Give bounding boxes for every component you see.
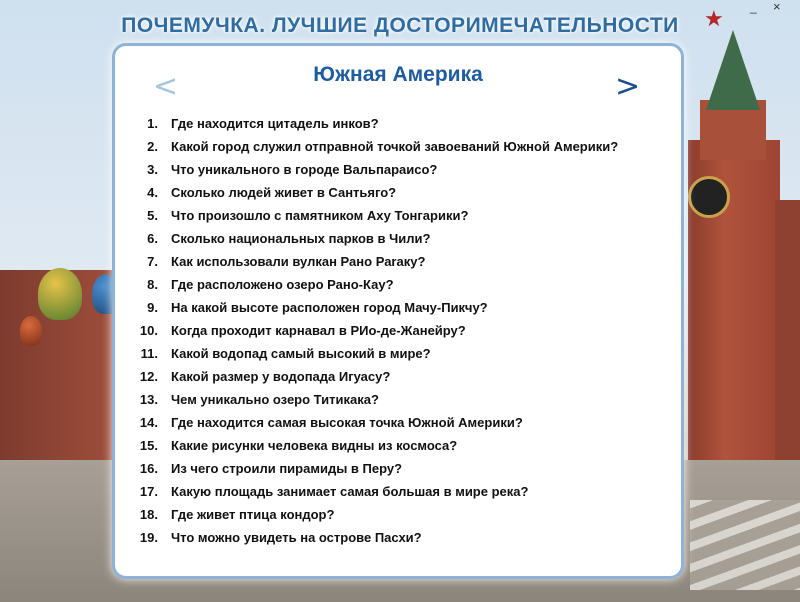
question-text: Когда проходит карнавал в РИо-де-Жанейру? xyxy=(171,323,466,338)
question-number: 12. xyxy=(139,369,158,384)
question-item[interactable] xyxy=(115,342,681,365)
question-item[interactable] xyxy=(115,388,681,411)
question-number: 13. xyxy=(139,392,158,407)
question-text: Что можно увидеть на острове Пасхи? xyxy=(171,530,422,545)
question-number: 2. xyxy=(147,139,158,154)
question-item[interactable] xyxy=(115,273,681,296)
question-number: 11. xyxy=(140,346,158,361)
question-text: Из чего строили пирамиды в Перу? xyxy=(171,461,403,476)
question-number: 1. xyxy=(147,116,158,131)
dome-red xyxy=(20,316,42,346)
minimize-button[interactable]: _ xyxy=(750,0,757,14)
question-text: Какие рисунки человека видны из космоса? xyxy=(171,438,458,453)
question-item[interactable] xyxy=(115,181,681,204)
question-text: Где расположено озеро Рано-Кау? xyxy=(171,277,394,292)
question-item[interactable] xyxy=(115,158,681,181)
question-item[interactable] xyxy=(115,250,681,273)
question-item[interactable] xyxy=(115,365,681,388)
question-item[interactable] xyxy=(115,227,681,250)
question-number: 3. xyxy=(147,162,158,177)
question-text: Какой город служил отправной точкой завоеваний Южной Америки? xyxy=(171,139,619,154)
dome-green xyxy=(38,268,82,320)
question-item[interactable] xyxy=(115,319,681,342)
question-number: 10. xyxy=(139,323,158,338)
crosswalk xyxy=(690,500,800,590)
question-list xyxy=(115,112,681,549)
question-text: Где находится самая высокая точка Южной Америки? xyxy=(171,415,523,430)
question-text: Что произошло с памятником Аху Тонгарики? xyxy=(171,208,469,223)
question-text: Где находится цитадель инков? xyxy=(171,116,379,131)
question-number: 5. xyxy=(147,208,158,223)
question-number: 16. xyxy=(139,461,158,476)
prev-arrow-icon[interactable]: < xyxy=(153,69,179,104)
close-button[interactable]: × xyxy=(773,0,781,14)
question-text: Где живет птица кондор? xyxy=(171,507,335,522)
questions-panel xyxy=(112,43,684,579)
question-item[interactable] xyxy=(115,503,681,526)
question-item[interactable] xyxy=(115,457,681,480)
next-arrow-icon[interactable]: > xyxy=(615,69,641,104)
question-item[interactable] xyxy=(115,135,681,158)
question-number: 6. xyxy=(147,231,158,246)
question-item[interactable] xyxy=(115,112,681,135)
question-number: 18. xyxy=(139,507,158,522)
question-text: Как использовали вулкан Рано Раraку? xyxy=(171,254,426,269)
app-title: ПОЧЕМУЧКА. ЛУЧШИЕ ДОСТОРИМЕЧАТЕЛЬНОСТИ xyxy=(121,14,679,37)
question-text: Сколько людей живет в Сантьяго? xyxy=(171,185,397,200)
question-text: Какой водопад самый высокий в мире? xyxy=(171,346,431,361)
question-text: На какой высоте расположен город Мачу-Пикчу? xyxy=(171,300,488,315)
question-item[interactable] xyxy=(115,434,681,457)
question-item[interactable] xyxy=(115,526,681,549)
clock-icon xyxy=(688,176,730,218)
question-item[interactable] xyxy=(115,480,681,503)
question-number: 15. xyxy=(139,438,158,453)
question-number: 19. xyxy=(139,530,158,545)
question-number: 8. xyxy=(147,277,158,292)
kremlin-wall xyxy=(775,200,800,460)
question-item[interactable] xyxy=(115,411,681,434)
question-item[interactable] xyxy=(115,296,681,319)
question-text: Что уникального в городе Вальпараисо? xyxy=(171,162,438,177)
question-text: Какой размер у водопада Игуасу? xyxy=(171,369,391,384)
question-number: 4. xyxy=(147,185,158,200)
question-number: 9. xyxy=(147,300,158,315)
star-icon: ★ xyxy=(704,6,724,31)
question-item[interactable] xyxy=(115,204,681,227)
question-number: 17. xyxy=(139,484,158,499)
question-number: 7. xyxy=(147,254,158,269)
question-text: Чем уникально озеро Титикака? xyxy=(171,392,379,407)
page-title: Южная Америка xyxy=(313,63,483,86)
question-text: Сколько национальных парков в Чили? xyxy=(171,231,431,246)
question-text: Какую площадь занимает самая большая в мире река? xyxy=(171,484,529,499)
question-number: 14. xyxy=(139,415,158,430)
tower-spire xyxy=(706,30,760,110)
